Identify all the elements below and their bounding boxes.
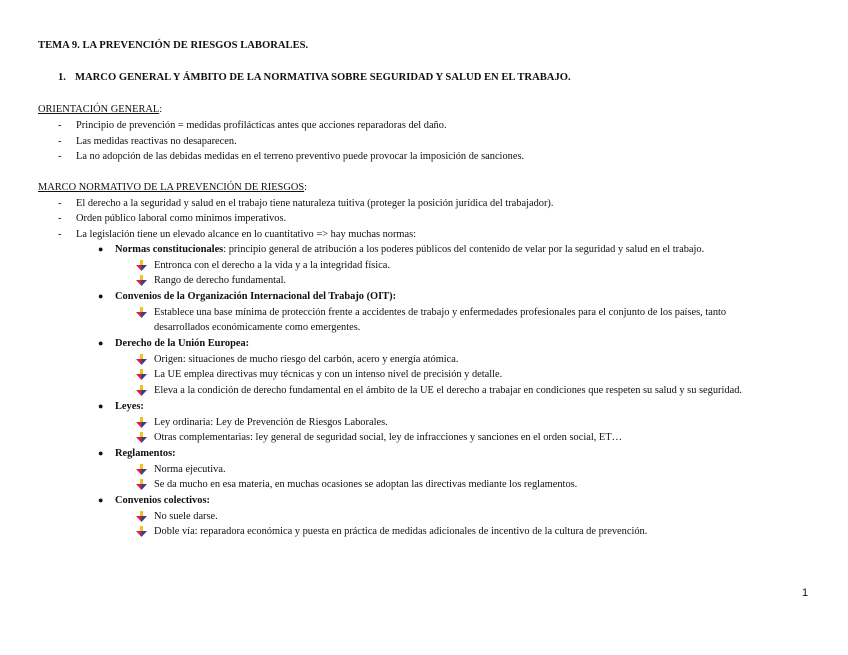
arrow-bullet-icon [136, 260, 154, 271]
sub-item [136, 416, 388, 429]
sub-item-text: Doble vía: reparadora económica y puesta en práctica de medidas adicionales de incentivo de la cultura de prevención. [154, 526, 648, 537]
sub-item-text: La UE emplea directivas muy técnicas y con un intenso nivel de precisión y detalle. [154, 369, 503, 380]
norma-item [98, 400, 144, 413]
sub-item [136, 353, 458, 366]
norma-item [98, 243, 704, 256]
sub-item-text: No suele darse. [154, 511, 218, 522]
sub-item [136, 463, 226, 476]
list-item-text: Las medidas reactivas no desaparecen. [76, 136, 237, 147]
list-item-text: Orden público laboral como mínimos imperativos. [76, 213, 287, 224]
sub-item-text: Rango de derecho fundamental. [154, 275, 287, 286]
list-item: - Orden público laboral como mínimos imperativos. [58, 213, 287, 224]
sub-item-text: Establece una base mínima de protección frente a accidentes de trabajo y enfermedades profesionales para el conjunto de los países, tanto [154, 307, 727, 318]
marco-heading [38, 181, 307, 194]
arrow-bullet-icon [136, 511, 154, 522]
norma-label: Normas constitucionales [115, 244, 224, 255]
list-item-text: La no adopción de las debidas medidas en el terreno preventivo puede provocar la imposición de sanciones. [76, 151, 525, 162]
list-item: - El derecho a la seguridad y salud en el trabajo tiene naturaleza tuitiva (proteger la posición jurídica del trabajador). [58, 198, 554, 209]
page-number: 1 [802, 587, 809, 599]
document-title: TEMA 9. LA PREVENCIÓN DE RIESGOS LABORALES. [38, 40, 309, 51]
list-item: - La no adopción de las debidas medidas en el terreno preventivo puede provocar la imposición de sanciones. [58, 151, 525, 162]
sub-item-text: Otras complementarias: ley general de seguridad social, ley de infracciones y sanciones en el orden social, ET… [154, 432, 622, 443]
norma-label: Convenios colectivos: [115, 495, 210, 506]
norma-item [98, 337, 249, 350]
bullet-icon: ● [98, 495, 104, 505]
norma-label: Reglamentos: [115, 448, 176, 459]
section-number: 1. [58, 72, 66, 83]
sub-item [136, 306, 726, 319]
list-item-text: El derecho a la seguridad y salud en el trabajo tiene naturaleza tuitiva (proteger la posición jurídica del trabajador). [76, 198, 554, 209]
norma-label: Leyes: [115, 401, 144, 412]
orientacion-heading-text: ORIENTACIÓN GENERAL [38, 104, 160, 115]
orientacion-heading [38, 103, 162, 116]
sub-item [136, 525, 647, 538]
arrow-bullet-icon [136, 464, 154, 475]
sub-item [136, 384, 742, 397]
arrow-bullet-icon [136, 307, 154, 318]
bullet-icon: ● [98, 244, 104, 254]
norma-text: : principio general de atribución a los poderes públicos del contenido de velar por la seguridad y salud en el trabajo. [223, 244, 705, 255]
bullet-icon: ● [98, 401, 104, 411]
sub-item-text: Ley ordinaria: Ley de Prevención de Riesgos Laborales. [154, 417, 388, 428]
sub-item-text: Entronca con el derecho a la vida y a la integridad física. [154, 260, 390, 271]
arrow-bullet-icon [136, 479, 154, 490]
sub-item [136, 368, 502, 381]
bullet-icon: ● [98, 448, 104, 458]
norma-label: Derecho de la Unión Europea: [115, 338, 250, 349]
norma-label: Convenios de la Organización Internacional del Trabajo (OIT): [115, 291, 397, 302]
section-title [58, 71, 571, 84]
sub-item [136, 478, 577, 491]
sub-item-continuation: desarrollados económicamente como emergentes. [154, 322, 361, 333]
norma-item [98, 447, 176, 460]
norma-item [98, 494, 210, 507]
sub-item [136, 510, 218, 523]
sub-item-text: Origen: situaciones de mucho riesgo del carbón, acero y energía atómica. [154, 354, 459, 365]
arrow-bullet-icon [136, 275, 154, 286]
arrow-bullet-icon [136, 369, 154, 380]
marco-colon: : [304, 182, 308, 193]
bullet-icon: ● [98, 338, 104, 348]
sub-item [136, 274, 286, 287]
list-item-text: La legislación tiene un elevado alcance en lo cuantitativo => hay muchas normas: [76, 229, 417, 240]
list-item: - La legislación tiene un elevado alcance en lo cuantitativo => hay muchas normas: [58, 229, 417, 240]
norma-item [98, 290, 396, 303]
arrow-bullet-icon [136, 417, 154, 428]
arrow-bullet-icon [136, 354, 154, 365]
list-item: - Las medidas reactivas no desaparecen. [58, 136, 237, 147]
arrow-bullet-icon [136, 432, 154, 443]
bullet-icon: ● [98, 291, 104, 301]
sub-item-text: Se da mucho en esa materia, en muchas ocasiones se adoptan las directivas mediante los reglamentos. [154, 479, 578, 490]
arrow-bullet-icon [136, 385, 154, 396]
sub-item-text: Eleva a la condición de derecho fundamental en el ámbito de la UE el derecho a trabajar en condiciones que respeten su salud y su seguridad. [154, 385, 742, 396]
orientacion-colon: : [159, 104, 163, 115]
sub-item [136, 259, 390, 272]
sub-item [136, 431, 622, 444]
arrow-bullet-icon [136, 526, 154, 537]
list-item: - Principio de prevención = medidas profilácticas antes que acciones reparadoras del daño. [58, 120, 447, 131]
section-title-text: MARCO GENERAL Y ÁMBITO DE LA NORMATIVA SOBRE SEGURIDAD Y SALUD EN EL TRABAJO. [75, 72, 571, 83]
list-item-text: Principio de prevención = medidas profilácticas antes que acciones reparadoras del daño. [76, 120, 447, 131]
marco-heading-text: MARCO NORMATIVO DE LA PREVENCIÓN DE RIESGOS [38, 182, 305, 193]
sub-item-text: Norma ejecutiva. [154, 464, 226, 475]
